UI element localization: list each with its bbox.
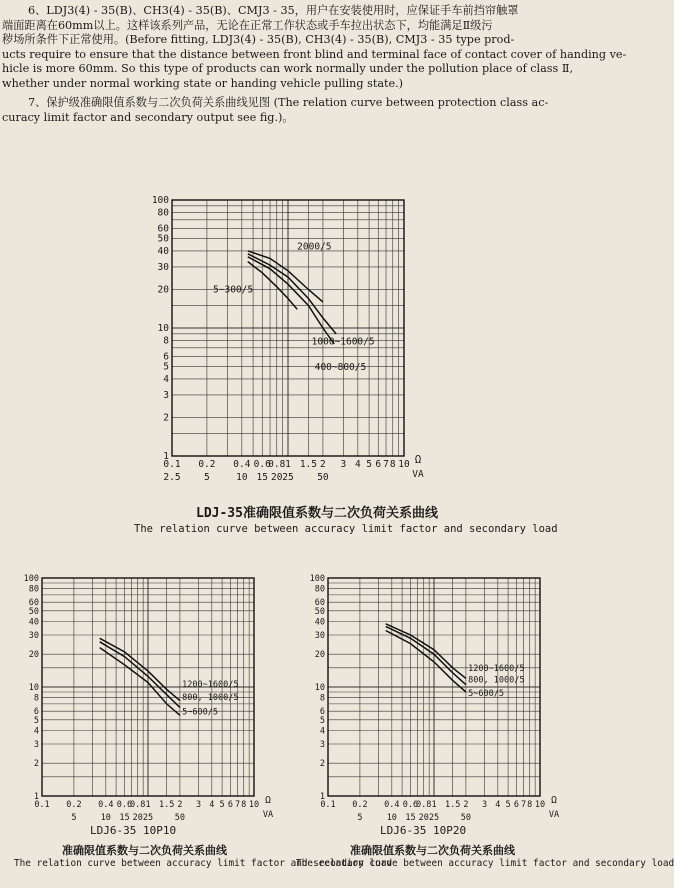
p6-line-5: hicle is more 60mm. So this type of products can work normally under the pollution place of class Ⅱ,	[2, 62, 573, 76]
y-tick-label: 2	[163, 412, 169, 424]
left-sublabel: LDJ6-35 10P10	[90, 824, 177, 837]
y-tick-label: 80	[157, 207, 169, 219]
x-tick-label-ohm: 1	[145, 800, 151, 810]
x-tick-label-ohm: 4	[495, 800, 501, 810]
x-tick-label-ohm: 8	[389, 459, 396, 470]
p7-line-2: curacy limit factor and secondary output see fig.)。	[2, 110, 294, 124]
y-tick-label: 5	[163, 361, 169, 373]
y-tick-label: 20	[28, 650, 39, 661]
x-tick-label-ohm: 7	[383, 459, 389, 470]
x-tick-label-ohm: 0.1	[163, 459, 181, 470]
y-tick-label: 4	[163, 373, 169, 385]
y-tick-label: 5	[319, 715, 325, 726]
x-tick-label-ohm: 10	[398, 459, 410, 470]
x-tick-label-ohm: 0.6	[402, 800, 419, 810]
x-tick-label-va: 50	[460, 813, 472, 823]
top-caption-en: The relation curve between accuracy limit factor and secondary load	[134, 523, 558, 535]
x-tick-label-ohm: 3	[482, 800, 488, 810]
y-tick-label: 40	[157, 245, 169, 257]
x-tick-label-ohm: 0.2	[352, 800, 368, 810]
y-tick-label: 10	[28, 683, 39, 693]
y-tick-label: 3	[319, 739, 325, 750]
y-tick-label: 30	[314, 630, 325, 641]
y-tick-label: 100	[151, 195, 169, 206]
right-sublabel: LDJ6-35 10P20	[380, 824, 467, 837]
x-tick-label-ohm: 0.6	[116, 800, 133, 810]
x-tick-label-ohm: 3	[340, 459, 347, 470]
y-tick-label: 20	[157, 284, 169, 296]
x-tick-label-ohm: 0.8	[268, 459, 286, 470]
y-tick-label: 4	[319, 726, 325, 737]
y-tick-label: 5	[33, 715, 39, 726]
x-tick-label-va: 20	[132, 813, 143, 823]
x-tick-label-va: 15	[405, 813, 416, 823]
x-tick-label-ohm: 7	[235, 800, 241, 810]
x-tick-label-va: 5	[357, 813, 363, 823]
y-tick-label: 40	[28, 617, 39, 628]
top-caption-cn: LDJ-35准确限值系数与二次负荷关系曲线	[196, 506, 438, 521]
x-tick-label-va: 5	[71, 813, 77, 823]
x-tick-label-ohm: 4	[209, 800, 215, 810]
x-tick-label-ohm: 4	[354, 459, 361, 470]
p6-line-6: whether under normal working state or handing vehicle pulling state.)	[2, 76, 404, 90]
x-tick-label-ohm: 0.4	[384, 800, 400, 810]
y-tick-label: 80	[28, 584, 39, 595]
x-tick-label-va: 25	[428, 813, 440, 823]
y-tick-label: 8	[33, 693, 39, 704]
series-label: 5~300/5	[213, 284, 254, 296]
p6-line-3: 秽场所条件下正常使用。(Before fitting, LDJ3(4) - 35(B), CH3(4) - 35(B), CMJ3 - 35 type prod-	[2, 33, 515, 47]
x-tick-label-va: 20	[418, 813, 429, 823]
right-caption-cn: 准确限值系数与二次负荷关系曲线	[350, 844, 515, 857]
x-tick-label-ohm: 0.4	[233, 459, 251, 470]
right-caption-en: The relation curve between accuracy limit factor and secondary load	[296, 858, 674, 869]
y-tick-label: 60	[28, 598, 39, 609]
left-caption-cn: 准确限值系数与二次负荷关系曲线	[62, 844, 227, 857]
p6-line-1: 6、LDJ3(4) - 35(B)、CH3(4) - 35(B)、CMJ3 - 35，用户在安装使用时，应保证手车前挡帘触罩	[28, 4, 519, 17]
x-tick-label-va: 10	[100, 813, 111, 823]
x-tick-label-ohm: 6	[227, 800, 234, 810]
x-tick-label-va: 15	[256, 472, 268, 483]
y-tick-label: 60	[314, 598, 325, 609]
y-tick-label: 8	[163, 335, 169, 347]
x-tick-label-va: 25	[282, 472, 294, 483]
y-tick-label: 50	[28, 606, 39, 617]
x-tick-label-ohm: 0.1	[320, 800, 336, 810]
x-unit-ohm: Ω	[265, 795, 271, 806]
x-tick-label-ohm: 1.5	[299, 459, 318, 470]
x-unit-va: VA	[412, 469, 424, 480]
series-label: 5~600/5	[182, 707, 218, 718]
y-tick-label: 10	[314, 683, 325, 693]
y-tick-label: 1	[319, 792, 325, 802]
series-label: 1200~1600/5	[468, 664, 525, 675]
x-tick-label-ohm: 2	[177, 800, 183, 810]
x-tick-label-ohm: 7	[521, 800, 527, 810]
chart-ldj6-10p20	[298, 566, 588, 831]
x-tick-label-ohm: 0.1	[34, 800, 50, 810]
x-tick-label-ohm: 0.8	[130, 800, 146, 810]
series-label: 400~800/5	[314, 361, 367, 373]
series-line	[248, 251, 323, 302]
series-label: 2000/5	[297, 241, 332, 253]
y-tick-label: 1	[33, 792, 39, 802]
x-unit-va: VA	[548, 810, 560, 820]
chart-ldj35	[140, 188, 450, 496]
y-tick-label: 50	[314, 606, 325, 617]
x-tick-label-va: 50	[174, 813, 186, 823]
x-tick-label-ohm: 6	[375, 459, 382, 470]
x-tick-label-va: 10	[386, 813, 397, 823]
y-tick-label: 10	[157, 323, 169, 334]
x-tick-label-va: 2.5	[163, 472, 181, 483]
y-tick-label: 80	[314, 584, 325, 595]
x-tick-label-ohm: 1.5	[158, 800, 175, 810]
x-tick-label-va: 20	[271, 472, 283, 483]
x-tick-label-ohm: 1	[431, 800, 437, 810]
x-tick-label-ohm: 8	[241, 800, 247, 810]
p6-line-4: ucts require to ensure that the distance between front blind and terminal face of contact cover of handing ve-	[2, 47, 627, 61]
y-tick-label: 2	[33, 759, 39, 770]
x-tick-label-va: 10	[236, 472, 248, 483]
y-tick-label: 100	[309, 574, 325, 584]
y-tick-label: 4	[33, 726, 39, 737]
x-tick-label-ohm: 6	[513, 800, 520, 810]
y-tick-label: 50	[157, 233, 169, 245]
series-label: 5~600/5	[468, 688, 504, 699]
x-tick-label-ohm: 5	[219, 800, 225, 810]
y-tick-label: 6	[319, 707, 325, 718]
x-tick-label-ohm: 10	[248, 800, 260, 810]
x-tick-label-ohm: 10	[534, 800, 546, 810]
y-tick-label: 3	[33, 739, 39, 750]
x-unit-va: VA	[262, 810, 274, 820]
series-label: 800, 1000/5	[182, 692, 239, 703]
paragraph-7	[0, 96, 600, 125]
y-tick-label: 60	[157, 223, 169, 235]
y-tick-label: 30	[28, 630, 39, 641]
x-tick-label-ohm: 2	[320, 459, 326, 470]
p6-line-2: 端面距离在60mm以上。这样该系列产品，无论在正常工作状态或手车拉出状态下，均能满足Ⅱ级污	[2, 18, 493, 32]
x-tick-label-ohm: 0.2	[66, 800, 82, 810]
series-line	[100, 648, 180, 716]
y-tick-label: 6	[33, 707, 39, 718]
x-tick-label-ohm: 0.6	[253, 459, 271, 470]
series-line	[386, 631, 466, 693]
x-tick-label-ohm: 2	[463, 800, 469, 810]
x-tick-label-va: 15	[119, 813, 130, 823]
x-tick-label-ohm: 1.5	[444, 800, 461, 810]
y-tick-label: 8	[319, 693, 325, 704]
x-tick-label-ohm: 0.2	[198, 459, 216, 470]
p7-line-1: 7、保护级准确限值系数与二次负荷关系曲线见图 (The relation curve between protection class ac-	[28, 96, 549, 109]
x-tick-label-ohm: 0.8	[416, 800, 432, 810]
x-unit-ohm: Ω	[551, 795, 557, 806]
y-tick-label: 3	[163, 389, 169, 401]
x-tick-label-va: 50	[317, 472, 329, 483]
x-tick-label-va: 5	[204, 472, 210, 483]
y-tick-label: 100	[23, 574, 39, 584]
x-tick-label-ohm: 5	[505, 800, 511, 810]
left-caption-en: The relation curve between accuracy limit factor and secondary load	[14, 858, 393, 869]
y-tick-label: 1	[163, 451, 169, 462]
y-tick-label: 20	[314, 650, 325, 661]
paragraph-6	[0, 4, 627, 92]
x-tick-label-ohm: 1	[285, 459, 291, 470]
x-tick-label-ohm: 0.4	[98, 800, 114, 810]
x-unit-ohm: Ω	[414, 454, 422, 466]
y-tick-label: 6	[163, 351, 169, 363]
chart-ldj6-10p10	[12, 566, 292, 831]
y-tick-label: 2	[319, 759, 325, 770]
x-tick-label-ohm: 8	[527, 800, 533, 810]
series-label: 1000~1600/5	[311, 336, 375, 348]
series-label: 800, 1000/5	[468, 675, 525, 686]
x-tick-label-va: 25	[142, 813, 154, 823]
x-tick-label-ohm: 5	[366, 459, 372, 470]
y-tick-label: 40	[314, 617, 325, 628]
x-tick-label-ohm: 3	[196, 800, 202, 810]
y-tick-label: 30	[157, 261, 169, 273]
series-label: 1200~1600/5	[182, 680, 239, 690]
